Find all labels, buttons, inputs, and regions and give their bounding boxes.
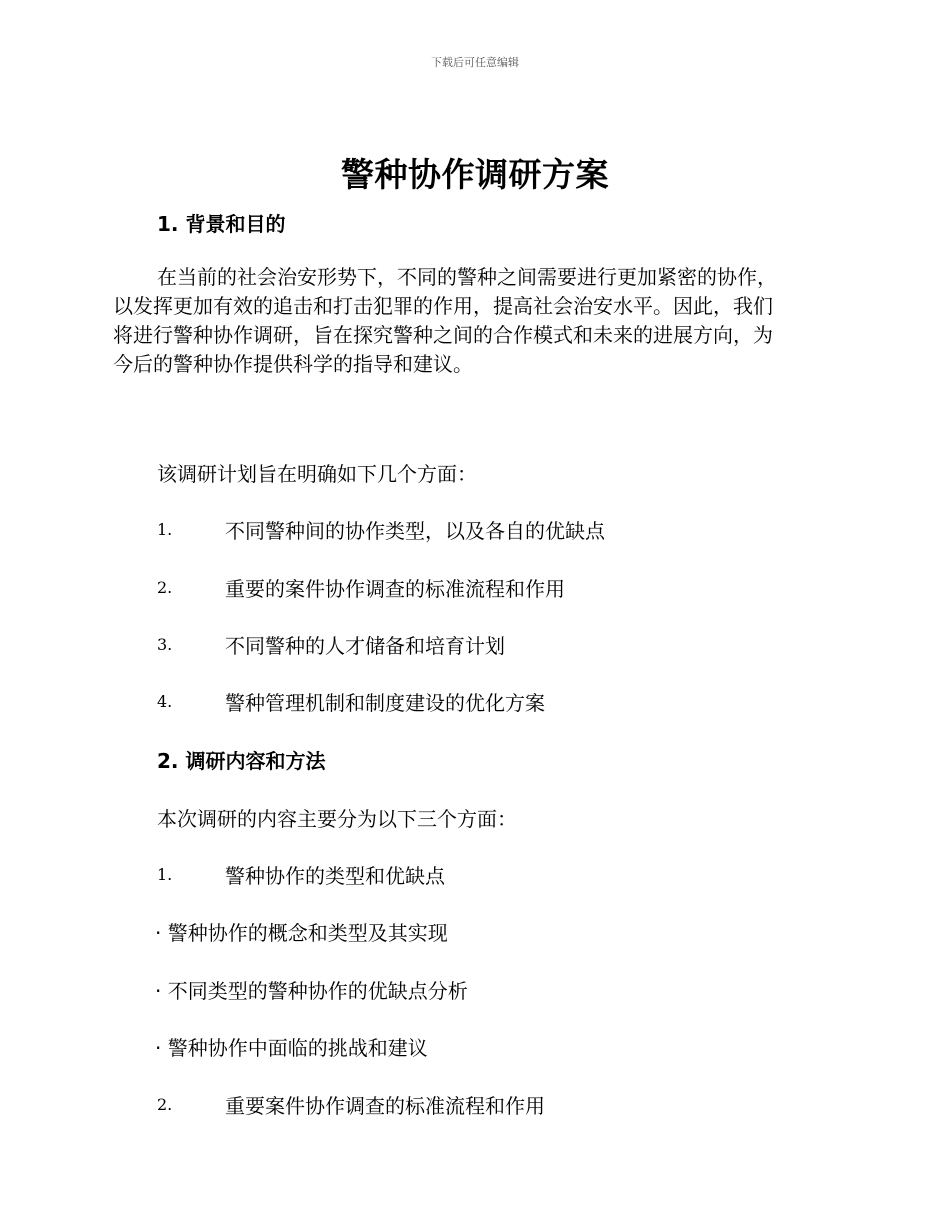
list-number: 1. (157, 865, 173, 884)
section-2-heading: 2. 调研内容和方法 (157, 749, 326, 773)
list-number: 2. (157, 1095, 173, 1114)
bullet-item: · 警种协作的概念和类型及其实现 (155, 921, 448, 945)
paragraph-line: 在当前的社会治安形势下，不同的警种之间需要进行更加紧密的协作， (157, 265, 777, 289)
list-item-text: 不同警种的人才储备和培育计划 (225, 634, 505, 658)
list-item-text: 不同警种间的协作类型，以及各自的优缺点 (225, 519, 605, 543)
bullet-item: · 警种协作中面临的挑战和建议 (155, 1036, 428, 1060)
list-number: 4. (157, 692, 173, 711)
list-number: 1. (157, 520, 173, 539)
paragraph-line: 将进行警种协作调研，旨在探究警种之间的合作模式和未来的进展方向，为 (113, 323, 773, 347)
bullet-item: · 不同类型的警种协作的优缺点分析 (155, 979, 468, 1003)
list-number: 3. (157, 635, 173, 654)
section-1-heading: 1. 背景和目的 (157, 212, 286, 236)
list-item-text: 警种协作的类型和优缺点 (225, 864, 445, 888)
document-title: 警种协作调研方案 (341, 155, 609, 194)
section-1-intro: 该调研计划旨在明确如下几个方面： (157, 462, 477, 486)
section-1-paragraph (113, 263, 833, 379)
paragraph-line: 以发挥更加有效的追击和打击犯罪的作用，提高社会治安水平。因此，我们 (113, 294, 773, 318)
page-header-note: 下载后可任意编辑 (431, 56, 519, 69)
list-number: 2. (157, 578, 173, 597)
paragraph-line: 今后的警种协作提供科学的指导和建议。 (113, 352, 473, 376)
list-item-text: 警种管理机制和制度建设的优化方案 (225, 691, 545, 715)
list-item-text: 重要案件协作调查的标准流程和作用 (225, 1094, 545, 1118)
section-2-intro: 本次调研的内容主要分为以下三个方面： (157, 807, 517, 831)
list-item-text: 重要的案件协作调查的标准流程和作用 (225, 577, 565, 601)
